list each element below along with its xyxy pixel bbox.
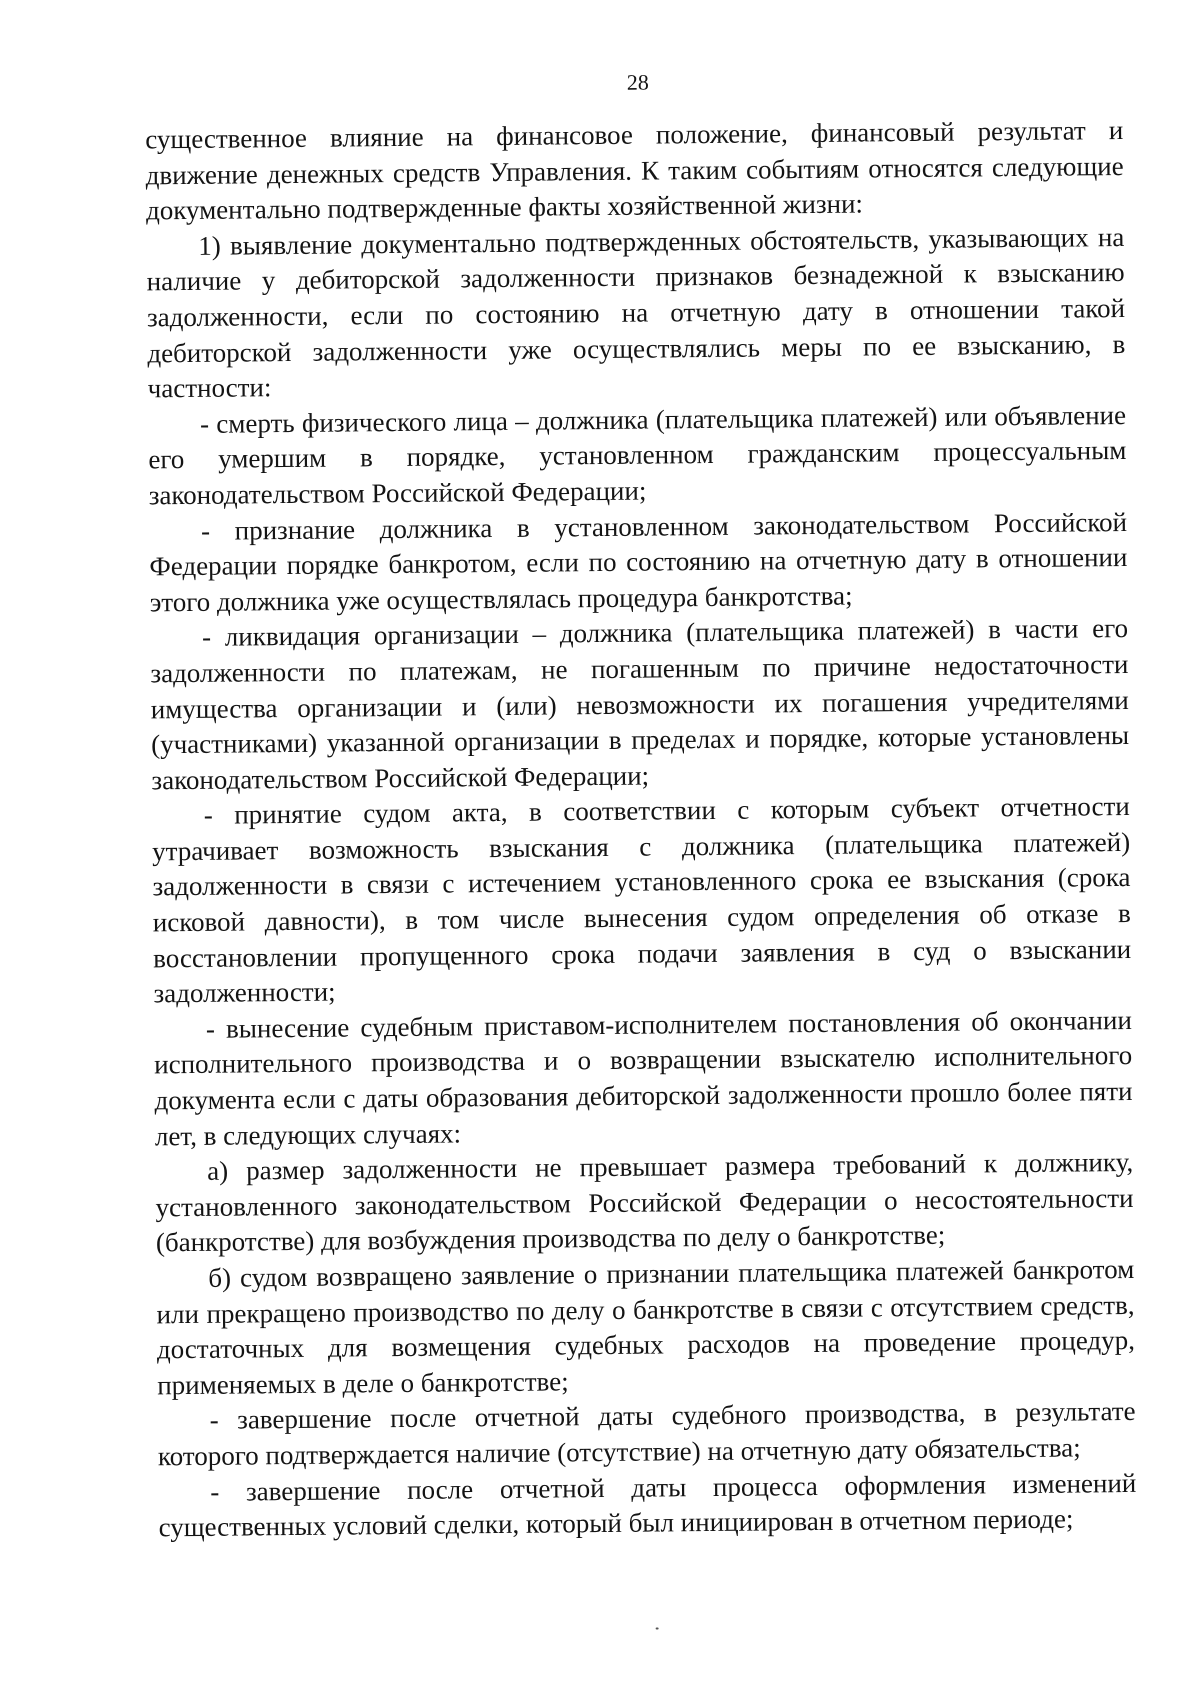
document-body (145, 113, 1137, 1546)
paragraph-case-b: б) судом возвращено заявление о признании плательщика платежей банкротом или прекращено производство по делу о банкротстве в связи с отсутствием средств, достаточных для возмещения судебных расходов на проведение процедур, применяемых в деле о банкротстве; (156, 1253, 1136, 1401)
paragraph-case-a: а) размер задолженности не превышает размера требований к должнику, установленного законодательством Российской Федерации о несостоятельности (банкротстве) для возбуждения производства по делу о банкротстве; (155, 1147, 1134, 1258)
scan-speck (656, 1628, 659, 1630)
paragraph-bullet-bailiff: - вынесение судебным приставом-исполнителем постановления об окончании исполнительного производства и о возвращении взыскателю исполнительного документа если с даты образования дебиторской задолженности прошло более пяти лет, в следующих случаях: (154, 1004, 1133, 1151)
paragraph-bullet-deal-changes: - завершение после отчетной даты процесса оформления изменений существенных условий сделки, который был инициирован в отчетном периоде; (158, 1467, 1137, 1543)
page-number: 28 (626, 69, 649, 95)
paragraph-bullet-liquidation: - ликвидация организации – должника (плательщика платежей) в части его задолженности по платежам, не погашенным по причине недостаточности имущества организации и (или) невозможности их погашения учредителями (участниками) указанной организации в пределах и порядке, которые установлены законодательством Российской Федерации; (150, 613, 1130, 796)
paragraph-continuation: существенное влияние на финансовое положение, финансовый результат и движение денежных средств Управления. К таким событиям относятся следующие документально подтвержденные факты хозяйственной жизни: (145, 114, 1124, 226)
paragraph-bullet-bankruptcy: - признание должника в установленном законодательством Российской Федерации порядке банкротом, если по состоянию на отчетную дату в отношении этого должника уже осуществлялась процедура банкротства; (149, 506, 1128, 618)
paragraph-bullet-court-proceedings: - завершение после отчетной даты судебного производства, в результате которого подтверждается наличие (отсутствие) на отчетную дату обязательства; (157, 1396, 1136, 1472)
paragraph-bullet-court-act: - принятие судом акта, в соответствии с которым субъект отчетности утрачивает возможность взыскания с должника (плательщика платежей) задолженности в связи с истечением установленного срока ее взыскания (срока исковой давности), в том числе вынесения судом определения об отказе в восстановлении пропущенного срока подачи заявления в суд о взыскании задолженности; (152, 791, 1132, 1009)
paragraph-bullet-death: - смерть физического лица – должника (плательщика платежей) или объявление его умершим в порядке, установленном гражданским процессуальным законодательством Российской Федерации; (148, 399, 1127, 511)
paragraph-item-1: 1) выявление документально подтвержденных обстоятельств, указывающих на наличие у дебиторской задолженности признаков безнадежной к взысканию задолженности, если по состоянию на отчетную дату в отношении такой дебиторской задолженности уже осуществлялись меры по ее взысканию, в частности: (146, 221, 1126, 404)
